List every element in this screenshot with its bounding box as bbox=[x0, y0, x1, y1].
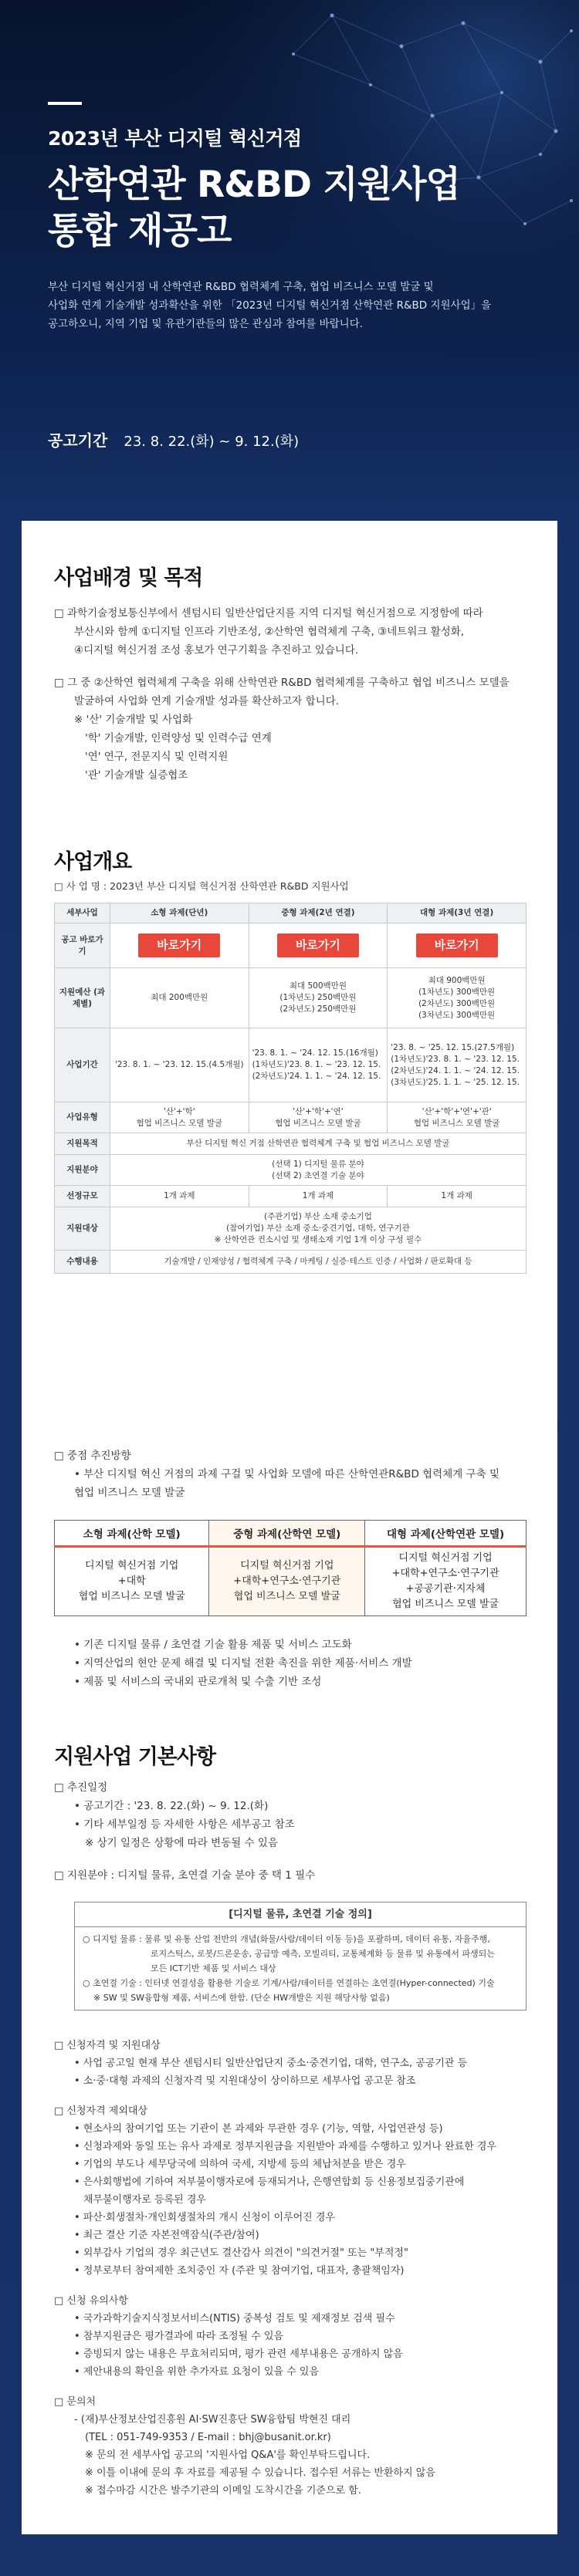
text-line: • 정부로부터 참여제한 조치중인 자 (주관 및 참여기업, 대표자, 총괄책임자) bbox=[74, 2265, 405, 2277]
row-header: 선정규모 bbox=[55, 1186, 110, 1207]
text-line: ※ SW 및 SW융합형 제품, 서비스에 한함. (단순 HW개발은 지원 해당사항 없음) bbox=[93, 1993, 390, 2003]
text-line: • 소·중·대형 과제의 신청자격 및 지원대상이 상이하므로 세부사업 공고문 참조 bbox=[74, 2075, 416, 2087]
text-line: • 신청과제와 동일 또는 유사 과제로 정부지원금을 지원받아 과제를 수행하고 있거나 완료한 경우 bbox=[74, 2141, 497, 2152]
hero-title-line2: 통합 재공고 bbox=[48, 210, 232, 252]
period-value: 23. 8. 22.(화) ~ 9. 12.(화) bbox=[124, 434, 300, 450]
table-cell: '23. 8. 1. ~ '23. 12. 15.(4.5개월) bbox=[110, 1028, 249, 1102]
table-header: 중형 과제(산학연 모델) bbox=[209, 1521, 365, 1547]
text-line: □ 신청자격 제외대상 bbox=[54, 2105, 148, 2117]
text-line: • 증빙되지 않는 내용은 무효처리되며, 평가 관련 세부내용은 공개하지 않음 bbox=[74, 2348, 403, 2360]
text-line: ※ 접수마감 시간은 발주기관의 이메일 도착시간을 기준으로 함. bbox=[85, 2485, 361, 2497]
table-cell: '산'+'학'+'연'+'관' 협업 비즈니스 모델 발굴 bbox=[388, 1102, 527, 1133]
table-cell: 디지털 혁신거점 기업 +대학+연구소·연구기관 +공공기관·지자체 협업 비즈니스 모델 발굴 bbox=[365, 1547, 527, 1616]
intro-line: 공고하오니, 지역 기업 및 유관기관들의 많은 관심과 참여를 바랍니다. bbox=[48, 318, 364, 330]
row-header: 사업기간 bbox=[55, 1028, 110, 1102]
text-line: □ 그 중 ②산학연 협력체계 구축을 위해 산학연관 R&BD 협력체계를 구축하고 협업 비즈니스 모델을 bbox=[54, 677, 510, 689]
table-cell: 최대 500백만원 (1차년도) 250백만원 (2차년도) 250백만원 bbox=[249, 968, 388, 1028]
hero-intro bbox=[48, 278, 542, 333]
tech-definition-box bbox=[74, 1902, 527, 2010]
text-line: • 제안내용의 확인을 위한 추가자료 요청이 있을 수 있음 bbox=[74, 2366, 320, 2378]
table-cell: 최대 900백만원 (1차년도) 300백만원 (2차년도) 300백만원 (3차년도) 300백만원 bbox=[388, 968, 527, 1028]
table-header: 중형 과제(2년 연결) bbox=[249, 903, 388, 923]
table-cell: '산'+'학' 협업 비즈니스 모델 발굴 bbox=[110, 1102, 249, 1133]
text-line: • 외부감사 기업의 경우 최근년도 결산감사 의견이 "의견거절" 또는 "부적정" bbox=[74, 2247, 408, 2259]
text-line: • 은사회행법에 기하여 저부불이행자로에 등재되거나, 은행연합회 등 신용정보집중기관에 bbox=[74, 2176, 465, 2188]
overview-table bbox=[54, 903, 527, 1274]
text-line: • 최근 결산 기준 자본전액잠식(주관/참여) bbox=[74, 2230, 259, 2241]
table-cell: 1개 과제 bbox=[110, 1186, 249, 1207]
section-title-background: 사업배경 및 목적 bbox=[54, 566, 203, 590]
row-header: 지원분야 bbox=[55, 1155, 110, 1186]
table-cell: 1개 과제 bbox=[249, 1186, 388, 1207]
text-line: - (재)부산정보산업진흥원 AI·SW진흥단 SW융합팀 박현진 대리 bbox=[74, 2414, 351, 2426]
overview-caption: □ 사 업 명 : 2023년 부산 디지털 혁신거점 산학연관 R&BD 지원사업 bbox=[54, 880, 349, 892]
row-header: 지원목적 bbox=[55, 1133, 110, 1155]
text-line: ※ '산' 기술개발 및 사업화 bbox=[74, 714, 193, 726]
section-title-overview: 사업개요 bbox=[54, 850, 132, 874]
text-line: □ 신청자격 및 지원대상 bbox=[54, 2040, 161, 2051]
strategy-text bbox=[54, 1447, 533, 1502]
table-cell: '23. 8. ~ '25. 12. 15.(27.5개월) (1차년도)'23. 8. 1. ~ '23. 12. 15. (2차년도)'24. 1. 1. ~ '24. 12. 15. (3차년도)'25. 1. 1. ~ '25. 12. 15. bbox=[388, 1028, 527, 1102]
table-cell: 디지털 혁신거점 기업 +대학+연구소·연구기관 협업 비즈니스 모델 발굴 bbox=[209, 1547, 365, 1616]
table-cell: 1개 과제 bbox=[388, 1186, 527, 1207]
text-line: 발굴하여 사업화 연계 기술개발 성과를 확산하고자 합니다. bbox=[74, 695, 340, 707]
row-header: 지원예산 (과제별) bbox=[55, 968, 110, 1028]
text-line: □ 중점 추진방향 bbox=[54, 1450, 131, 1462]
text-line: □ 추진일정 bbox=[54, 1781, 108, 1794]
hero-banner bbox=[0, 0, 579, 494]
apply-button-large[interactable]: 바로가기 bbox=[416, 934, 498, 957]
intro-line: 부산 디지털 혁신거점 내 산학연관 R&BD 협력체계 구축, 협업 비즈니스 모델 발굴 및 bbox=[48, 281, 434, 293]
text-line: □ 지원분야 : 디지털 물류, 초연결 기술 분야 중 택 1 필수 bbox=[54, 1869, 316, 1882]
text-line: • 공고기간 : '23. 8. 22.(화) ~ 9. 12.(화) bbox=[74, 1800, 269, 1812]
apply-button-medium[interactable]: 바로가기 bbox=[277, 934, 359, 957]
text-line: 부산시와 함께 ①디지털 인프라 기반조성, ②산학연 협력체계 구축, ③네트워크 활성화, bbox=[74, 626, 465, 638]
intro-line: 사업화 연계 기술개발 성과확산을 위한 「2023년 디지털 혁신거점 산학연관 R&BD 지원사업」을 bbox=[48, 299, 492, 312]
title-accent-bar bbox=[48, 102, 82, 105]
text-line: • 현소사의 참여기업 또는 기관이 본 과제와 무관한 경우 (기능, 역할, 사업연관성 등) bbox=[74, 2123, 443, 2135]
row-header: 공고 바로가기 bbox=[55, 923, 110, 968]
text-line: □ 신청 유의사항 bbox=[54, 2295, 128, 2307]
row-header: 수행내용 bbox=[55, 1251, 110, 1274]
text-line: □ 과학기술정보통신부에서 센텀시티 일반산업단지를 지역 디지털 혁신거점으로 지정함에 따라 bbox=[54, 607, 483, 620]
text-line: • 지역산업의 현안 문제 해결 및 디지털 전환 촉진을 위한 제품·서비스 개발 bbox=[74, 1657, 412, 1670]
eligibility-text bbox=[54, 2037, 533, 2500]
text-line: • 사업 공고일 현재 부산 센텀시티 일반산업단지 중소·중견기업, 대학, 연구소, 공공기관 등 bbox=[74, 2058, 468, 2069]
table-cell: (주관기업) 부산 소재 중소기업 (참여기업) 부산 소재 중소·중견기업, 대학, 연구기관 ※ 산학연관 컨소시엄 및 생태소재 기업 1개 이상 구성 필수 bbox=[110, 1207, 527, 1251]
table-cell: (선택 1) 디지털 물류 분야 (선택 2) 초연결 기술 분야 bbox=[110, 1155, 527, 1186]
text-line: ④디지털 혁신거점 조성 홍보가 연구기획을 추진하고 있습니다. bbox=[74, 644, 359, 657]
period-label: 공고기간 bbox=[48, 431, 108, 450]
text-line: • 기업의 부도나 세무당국에 의하여 국세, 지방세 등의 체납처분을 받은 경우 bbox=[74, 2159, 406, 2170]
text-line: ○ 디지털 물류 : 물류 및 유통 산업 전반의 개념(화물/사람/데이터 이동 등)을 포괄하며, 데이터 유통, 자율주행, bbox=[83, 1934, 490, 1944]
apply-button-small[interactable]: 바로가기 bbox=[138, 934, 220, 957]
table-header: 세부사업 bbox=[55, 903, 110, 923]
text-line: • 부산 디지털 혁신 거점의 과제 구걸 및 사업화 모델에 따른 산학연관R&BD 협력체계 구축 및 bbox=[74, 1468, 499, 1480]
table-cell: 기술개발 / 인재양성 / 협력체계 구축 / 마케팅 / 실증·테스트 인증 / 사업화 / 판로확대 등 bbox=[110, 1251, 527, 1274]
text-line: '연' 연구, 전문지식 및 인력지원 bbox=[85, 751, 229, 763]
table-header: 소형 과제(산학 모델) bbox=[55, 1521, 209, 1547]
table-cell: '산'+'학'+'연' 협업 비즈니스 모델 발굴 bbox=[249, 1102, 388, 1133]
table-cell: 최대 200백만원 bbox=[110, 968, 249, 1028]
table-header: 대형 과제(3년 연결) bbox=[388, 903, 527, 923]
schedule-text bbox=[54, 1778, 533, 1885]
contact-info: (TEL : 051-749-9353 / E-mail : bhj@busanit.or.kr) bbox=[85, 2432, 331, 2443]
table-header: 대형 과제(산학연관 모델) bbox=[365, 1521, 527, 1547]
row-header: 사업유형 bbox=[55, 1102, 110, 1133]
text-line: □ 문의처 bbox=[54, 2396, 96, 2408]
text-line: • 국가과학기술지식정보서비스(NTIS) 중복성 검토 및 제재정보 검색 필수 bbox=[74, 2313, 395, 2324]
text-line: 모든 ICT기반 제품 및 서비스 대상 bbox=[151, 1963, 276, 1973]
strategy-table bbox=[54, 1520, 527, 1616]
text-line: ※ 상기 일정은 상황에 따라 변동될 수 있음 bbox=[85, 1837, 279, 1849]
text-line: • 파산·회생절차·개인회생절차의 개시 신청이 이루어진 경우 bbox=[74, 2212, 335, 2223]
tech-definition-title: [디지털 물류, 초연결 기술 정의] bbox=[75, 1902, 526, 1927]
text-line: '관' 기술개발 실증협조 bbox=[85, 769, 188, 782]
hero-title bbox=[48, 162, 460, 255]
text-line: '학' 기술개발, 인력양성 및 인력수급 연계 bbox=[85, 732, 272, 744]
section-title-basics: 지원사업 기본사항 bbox=[54, 1745, 216, 1769]
text-line: 채무불이행자로 등록된 경우 bbox=[83, 2194, 206, 2206]
text-line: • 기타 세부일정 등 자세한 사항은 세부공고 참조 bbox=[74, 1818, 295, 1831]
table-header: 소형 과제(단년) bbox=[110, 903, 249, 923]
text-line: • 기존 디지털 물류 / 초연결 기술 활용 제품 및 서비스 고도화 bbox=[74, 1639, 352, 1651]
text-line: ○ 초연결 기술 : 인터넷 연결성을 활용한 기술로 기계/사람/데이터를 연결하는 초연결(Hyper-connected) 기술 bbox=[83, 1978, 495, 1988]
row-header: 지원대상 bbox=[55, 1207, 110, 1251]
text-line: ※ 문의 전 세부사업 공고의 '지원사업 Q&A'를 확인부탁드립니다. bbox=[85, 2449, 371, 2461]
hero-title-line1: 산학연관 R&BD 지원사업 bbox=[48, 164, 460, 206]
announcement-period bbox=[48, 428, 299, 451]
content-card bbox=[22, 521, 557, 2534]
strategy-bullets bbox=[54, 1636, 533, 1691]
background-text bbox=[54, 604, 533, 785]
text-line: 로지스틱스, 로봇/드론운송, 공급망 예측, 모빌리티, 교통체계화 등 물류 및 유통에서 파생되는 bbox=[151, 1949, 495, 1959]
hero-subtitle: 2023년 부산 디지털 혁신거점 bbox=[48, 127, 302, 150]
text-line: • 참부지원금은 평가결과에 따라 조정될 수 있음 bbox=[74, 2331, 284, 2342]
text-line: • 제품 및 서비스의 국내외 판로개척 및 수출 기반 조성 bbox=[74, 1676, 322, 1688]
table-cell: 부산 디지털 혁신 거점 산학연관 협력체계 구축 및 협업 비즈니스 모델 발굴 bbox=[110, 1133, 527, 1155]
table-cell: 디지털 혁신거점 기업 +대학 협업 비즈니스 모델 발굴 bbox=[55, 1547, 209, 1616]
text-line: 협업 비즈니스 모델 발굴 bbox=[74, 1487, 185, 1499]
text-line: ※ 이틀 이내에 문의 후 자료를 제공될 수 있습니다. 접수된 서류는 반환하지 않음 bbox=[85, 2467, 435, 2479]
table-cell: '23. 8. 1. ~ '24. 12. 15.(16개월) (1차년도)'23. 8. 1. ~ '23. 12. 15. (2차년도)'24. 1. 1. ~ '24. 12. 15. bbox=[249, 1028, 388, 1102]
